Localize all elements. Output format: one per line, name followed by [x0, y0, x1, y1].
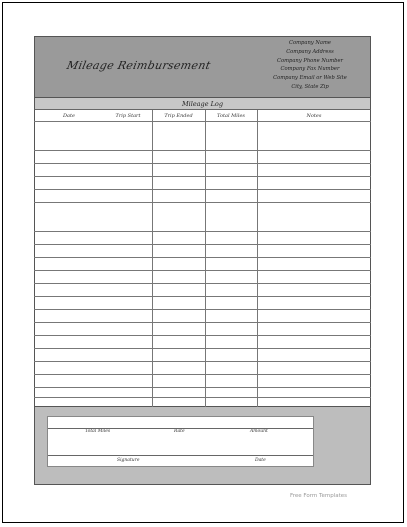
total-line [48, 428, 313, 429]
table-row-line [34, 309, 371, 310]
company-address: Company Address [286, 48, 334, 55]
company-city: City, State Zip [291, 83, 329, 90]
summary-box [47, 416, 314, 467]
company-fax: Company Fax Number [280, 66, 340, 73]
table-row-line [34, 335, 371, 336]
signature-line [48, 455, 313, 456]
date-label: Date [255, 458, 266, 463]
rate-label: Rate [174, 429, 185, 434]
table-row-line [34, 374, 371, 375]
table-row-line [34, 231, 371, 232]
company-info [250, 39, 370, 92]
table-row-line [34, 322, 371, 323]
column-header-date: Date [63, 113, 75, 119]
log-title: Mileage Log [34, 98, 371, 110]
table-row-line [34, 257, 371, 258]
form-title: Mileage Reimbursement [65, 59, 212, 72]
form-header [34, 36, 371, 98]
table-row-line [34, 202, 371, 203]
watermark: Free Form Templates [290, 493, 347, 499]
column-header-trip-ended: Trip Ended [164, 113, 193, 119]
column-header-trip-start: Trip Start [115, 113, 141, 119]
table-row-line [34, 270, 371, 271]
table-row-line [34, 348, 371, 349]
table-row-line [34, 176, 371, 177]
company-phone: Company Phone Number [276, 57, 344, 64]
column-divider [205, 110, 206, 407]
table-row-line [34, 397, 371, 398]
total-miles-label: Total Miles [85, 429, 111, 434]
column-header-total-miles: Total Miles [217, 113, 245, 119]
company-web: Company Email or Web Site [273, 75, 347, 82]
header-row-line [34, 121, 371, 122]
table-row-line [34, 189, 371, 190]
mileage-log-table [34, 110, 371, 407]
table-row-line [34, 283, 371, 284]
table-row-line [34, 361, 371, 362]
table-row-line [34, 244, 371, 245]
table-row-line [34, 387, 371, 388]
table-row-line [34, 296, 371, 297]
amount-label: Amount [250, 429, 268, 434]
column-divider [257, 110, 258, 407]
signature-label: Signature [117, 458, 140, 463]
column-header-notes: Notes [306, 113, 322, 119]
company-name: Company Name [289, 40, 331, 46]
table-row-line [34, 163, 371, 164]
column-divider [152, 110, 153, 407]
table-row-line [34, 150, 371, 151]
